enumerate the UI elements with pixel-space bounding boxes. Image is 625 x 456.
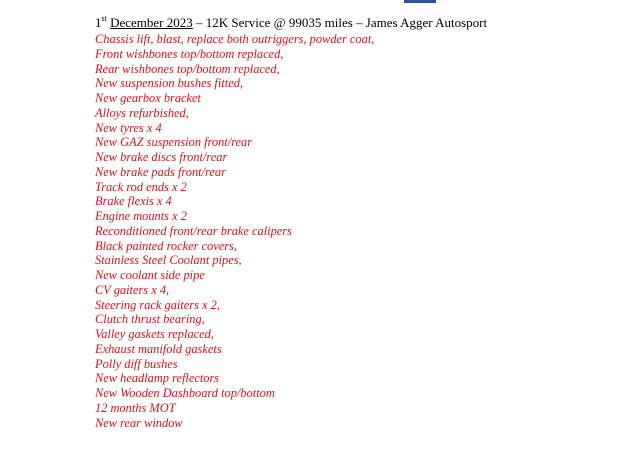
list-item: New brake pads front/rear [95, 164, 226, 179]
list-item: New brake discs front/rear [95, 150, 228, 164]
list-item: 12 months MOT [95, 400, 176, 415]
heading-day: 1 [95, 15, 102, 30]
list-item: Steering rack gaiters x 2, [95, 297, 220, 312]
list-item: New coolant side pipe [95, 268, 205, 282]
list-item: Clutch thrust bearing, [95, 312, 205, 327]
list-item: Engine mounts x 2 [95, 209, 187, 223]
list-item: Polly diff bushes [95, 356, 178, 371]
list-item: Stainless Steel Coolant pipes, [95, 253, 242, 268]
list-item: Valley gaskets replaced, [95, 327, 214, 341]
list-item: New Wooden Dashboard top/bottom [95, 386, 275, 400]
list-item: Chassis lift, blast, replace both outriggers, powder coat, [95, 32, 375, 46]
heading-month-year: December 2023 [110, 15, 193, 30]
list-item: Reconditioned front/rear brake calipers [95, 223, 292, 238]
list-item: CV gaiters x 4, [95, 282, 170, 297]
list-item: New suspension bushes fitted, [95, 76, 243, 91]
list-item: Track rod ends x 2 [95, 179, 187, 194]
list-item: New rear window [95, 415, 183, 430]
list-item: New GAZ suspension front/rear [95, 135, 253, 150]
heading-day-suffix: st [101, 14, 107, 23]
list-item: Alloys refurbished, [95, 105, 189, 120]
list-item: Front wishbones top/bottom replaced, [95, 46, 284, 61]
list-item: Rear wishbones top/bottom replaced, [95, 61, 280, 76]
list-item: Exhaust manifold gaskets [95, 341, 222, 356]
list-item: Brake flexis x 4 [95, 194, 172, 209]
link-fragment[interactable] [404, 0, 436, 3]
list-item: Black painted rocker covers, [95, 238, 237, 253]
list-item: New gearbox bracket [95, 91, 201, 105]
list-item: New tyres x 4 [95, 120, 162, 135]
list-item: New headlamp reflectors [95, 371, 220, 386]
service-heading [95, 15, 487, 31]
heading-rest: – 12K Service @ 99035 miles – James Agger Autosport [192, 15, 488, 30]
service-items-list [95, 32, 374, 430]
